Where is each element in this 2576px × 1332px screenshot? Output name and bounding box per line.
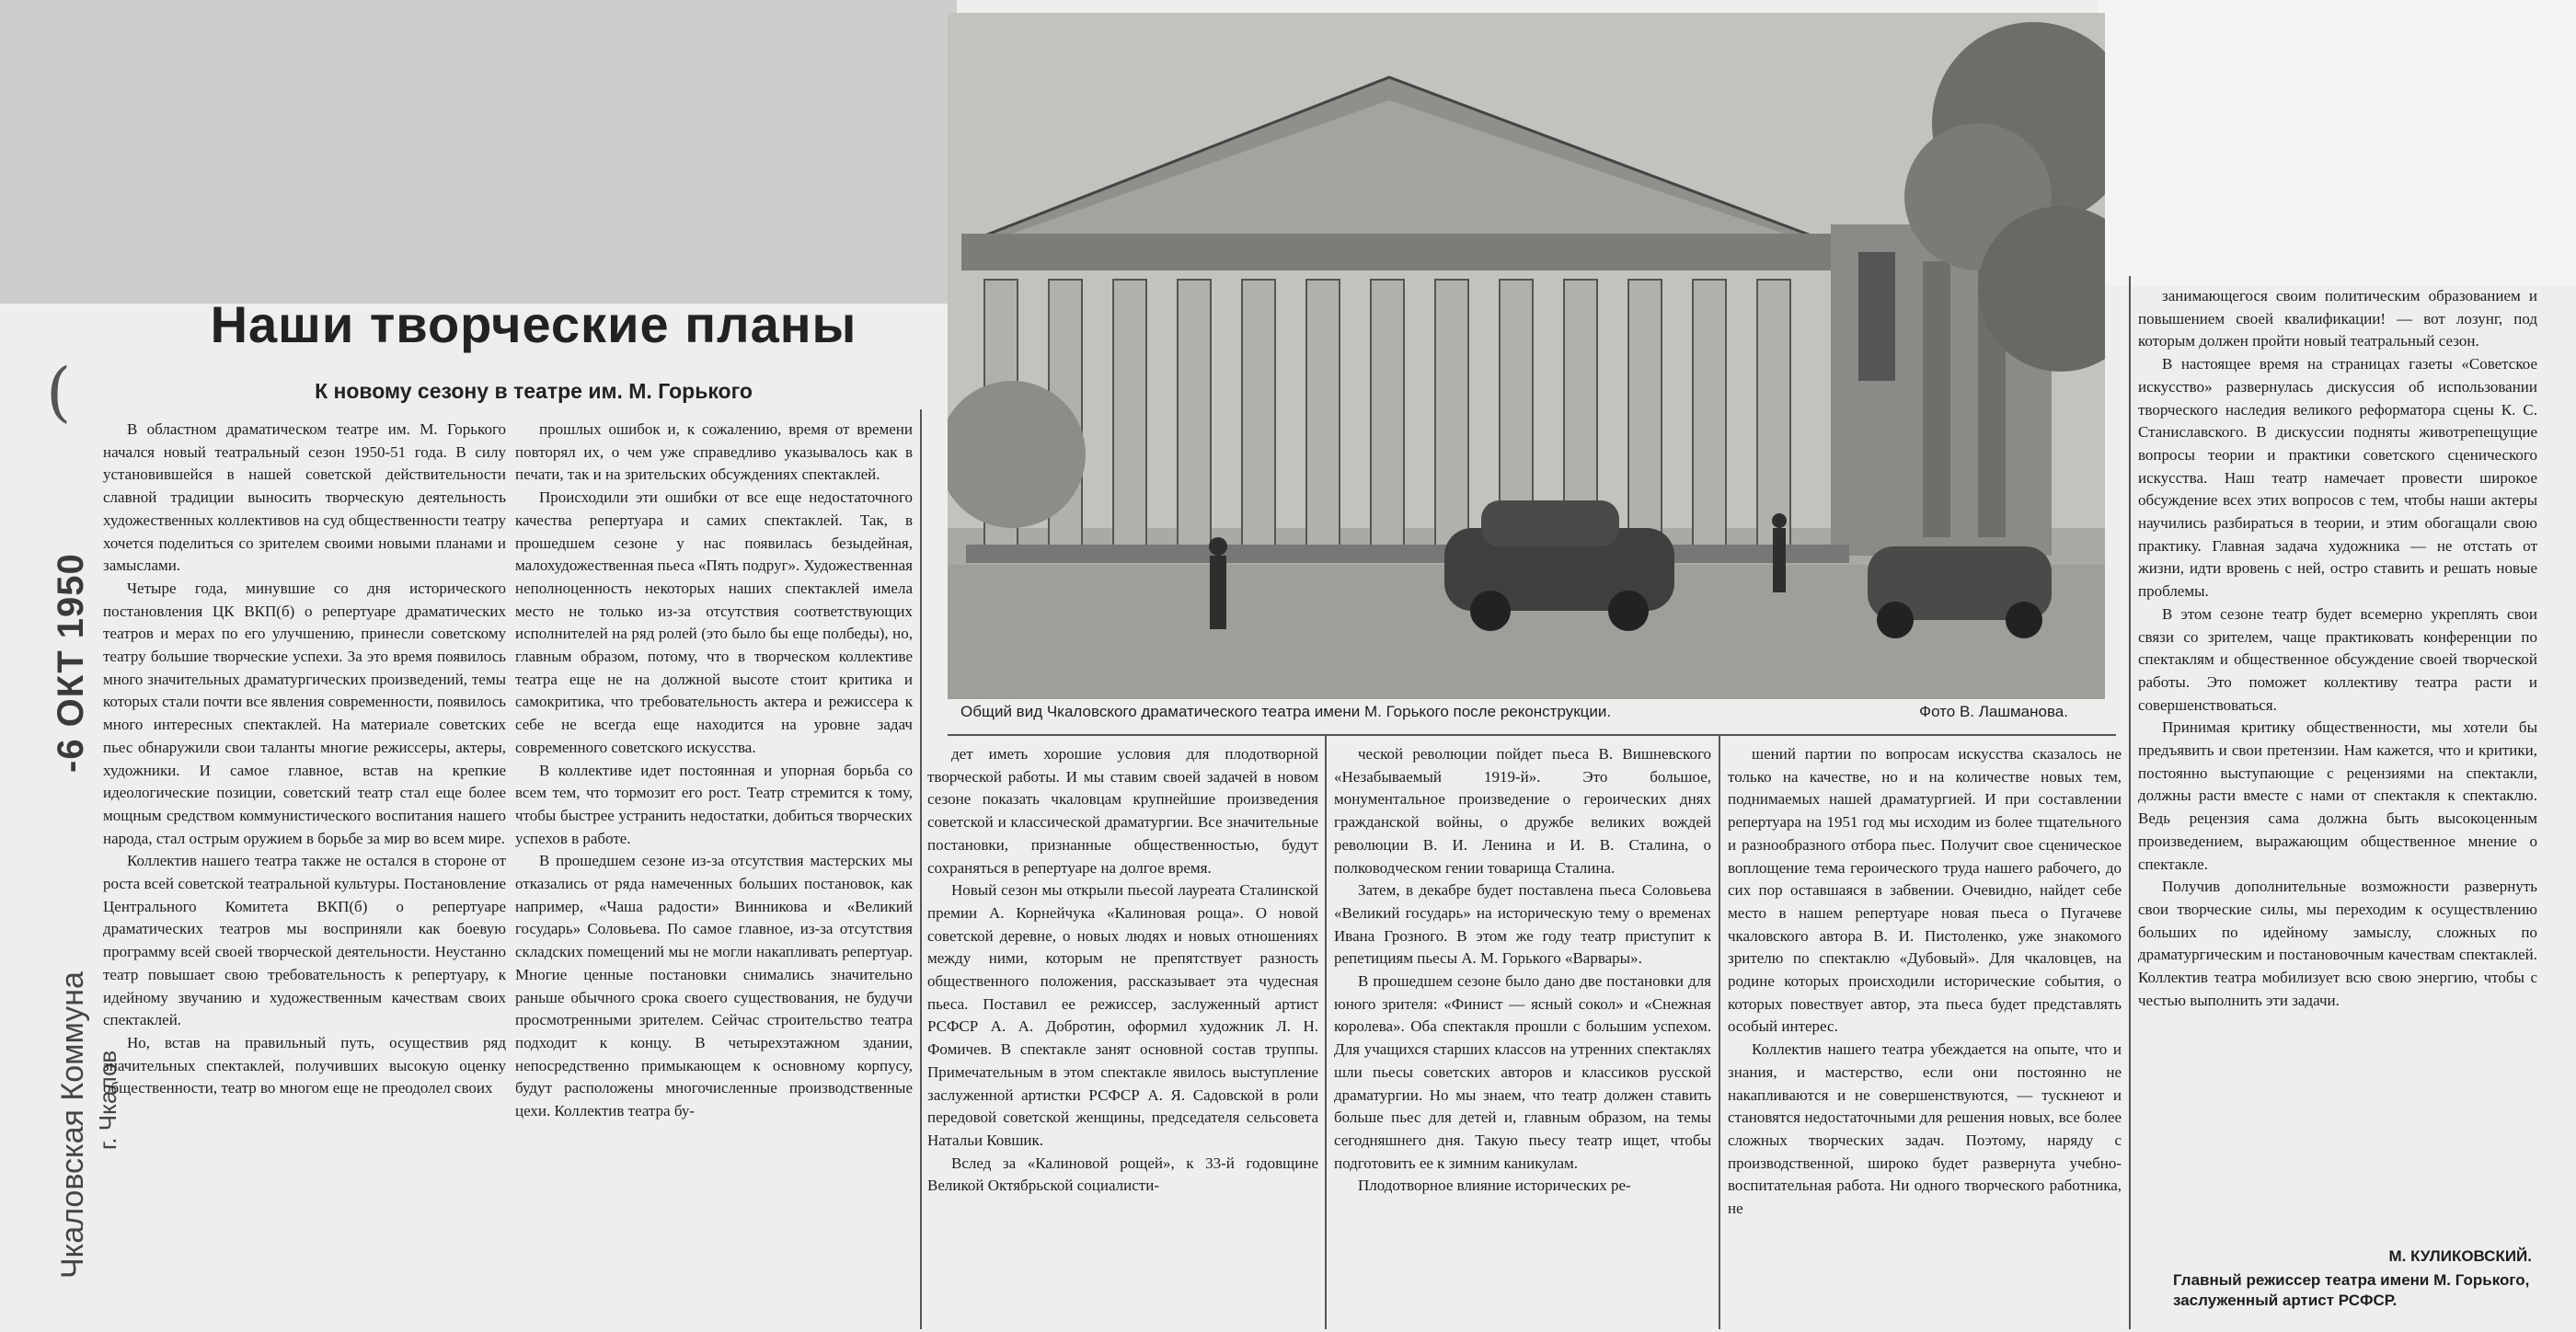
photo-caption-row — [948, 699, 2105, 727]
paragraph: Вслед за «Калиновой рощей», к 33-й годовщине Великой Октябрьской социалисти- — [927, 1154, 1318, 1195]
paragraph: Получив дополнительные возможности развернуть свои творческие силы, мы переходим к осуществлению больших по идейному замыслу, сложных по драматургическим и постановочным качествам спектаклей. Коллектив театра мобилизует всю свою энергию, чтобы с честью выполнить эти задачи. — [2138, 878, 2537, 1009]
paragraph: Четыре года, минувшие со дня исторического постановления ЦК ВКП(б) о репертуаре драматических театров и мерах по его улучшению, принесли советскому театру большие творческие успехи. За это время появилось много значительных драматургических произведений, темы которых стали почти все явления современности, появилось много интересных спектаклей. На материале советских пьес обнаружили свои таланты многие режиссеры, актеры, художники. И самое главное, встав на крепкие идеологические позиции, советский театр стал еще более мощным средством коммунистического воспитания нашего народа, стал острым оружием в борьбе за мир во всем мире. — [103, 579, 506, 847]
date-stamp — [51, 552, 106, 773]
photo-rule — [948, 734, 2116, 736]
author-name: М. КУЛИКОВСКИЙ. — [2388, 1247, 2532, 1265]
publication-name: Чкаловская Коммуна — [55, 971, 90, 1279]
paragraph: шений партии по вопросам искусства сказалось не только на качестве, но и на количестве новых тем, поднимаемых нашей драматургией. И при составлении репертуара на 1951 год мы исходим из более тщательного и разнообразного отбора пьес. Получит свое сценическое воплощение тема героического труда нашего рабочего, до сих пор оставшаяся в забвении. Очевидно, найдет себе место в нашем репертуаре новая пьеса о Пугачеве чкаловского автора В. И. Пистоленко, уже знакомого зрителю по спектаклю «Дубовый». Для чкаловцев, на родине которых происходили исторические события, о которых повествует автор, эта пьеса будет представлять особый интерес. — [1728, 745, 2122, 1036]
paragraph: Происходили эти ошибки от все еще недостаточного качества репертуара и самих спектаклей. Так, в прошедшем сезоне у нас появилась безыдейная, малохудожественная пьеса «Пять подруг». Художественная неполноценность некоторых наших спектаклей имела место не только из-за отсутствия соответствующих исполнителей на ряд ролей (это было бы еще полбеды), но, главным образом, потому, что в творческом коллективе театра еще не на должной высоте стоит критика и самокритика, что требовательность актера и режиссера к себе не всегда еще находится на уровне задач современного советского искусства. — [515, 488, 913, 756]
paragraph: ческой революции пойдет пьеса В. Вишневского «Незабываемый 1919-й». Это большое, монументальное произведение о героических днях гражданской войны, о дружбе великих вождей революции В. И. Ленина и И. В. Сталина, о полководческом гении товарища Сталина. — [1334, 745, 1711, 877]
article-column-1 — [103, 419, 506, 1325]
paragraph: В этом сезоне театр будет всемерно укреплять свои связи со зрителем, чаще практиковать конференции по спектаклям и общественное обсуждение своей творческой работы. Это поможет коллективу театра расти и совершенствоваться. — [2138, 604, 2537, 714]
paragraph: В прошедшем сезоне из-за отсутствия мастерских мы отказались от ряда намеченных больших постановок, как например, «Чаша радости» Винникова и «Великий государь» Соловьева. По самое главное, из-за отсутствия складских помещений мы не могли накапливать репертуар. Многие ценные постановки снимались значительно раньше обычного срока своего существования, не будучи просмотренными зрителем. Сейчас строительство театра подходит к концу. В четырехэтажном здании, непосредственно примыкающем к основному корпусу, будут расположены многочисленные производственные цехи. Коллектив театра бу- — [515, 852, 913, 1120]
headline: Наши творческие планы — [210, 295, 857, 353]
paragraph: В настоящее время на страницах газеты «Советское искусство» развернулась дискуссия об использовании творческого наследия великого реформатора сцены К. С. Станиславского. В дискуссии подняты животрепещущие вопросы теории и практики советского сценического искусства. Наш театр намечает провести широкое обсуждение всех этих вопросов с тем, чтобы наши актеры научились разбираться в теории, и этим обогащали свою практику. Главная задача художника — не отстать от жизни, идти вровень с ней, остро ставить и решать новые проблемы. — [2138, 355, 2537, 601]
publication-city: г. Чкалов — [94, 1050, 121, 1150]
author-signature — [2136, 1246, 2532, 1311]
article-column-3 — [927, 743, 1318, 1325]
article-column-4 — [1334, 743, 1711, 1325]
date-stamp-text: -6 ОКТ 1950 — [51, 553, 91, 773]
theatre-photo — [948, 13, 2105, 699]
author-role: Главный режиссер театра имени М. Горького, заслуженный артист РСФСР. — [2173, 1271, 2530, 1309]
column-rule — [920, 409, 922, 1329]
paragraph: В прошедшем сезоне было дано две постановки для юного зрителя: «Финист — ясный сокол» и «Снежная королева». Оба спектакля прошли с большим успехом. Для учащихся старших классов на утренних спектаклях шли пьесы советских авторов и классиков русской драматургии. Но мы знаем, что театр должен ставить больше пьес для детей и, главным образом, на темы сегодняшнего дня. Такую пьесу театр ищет, чтобы подготовить ее к зимним каникулам. — [1334, 972, 1711, 1172]
paragraph: прошлых ошибок и, к сожалению, время от времени повторял их, о чем уже справедливо указывалось как в печати, так и на зрительских обсуждениях спектаклей. — [515, 420, 913, 484]
scan-background-paper — [2098, 0, 2576, 285]
article-column-5 — [1728, 743, 2122, 1325]
paragraph: Плодотворное влияние исторических ре- — [1358, 1177, 1631, 1195]
paragraph: Принимая критику общественности, мы хотели бы предъявить и свои претензии. Нам кажется, что и критики, постоянно выступающие с рецензиями на спектакли, должны расти вместе с нами от спектакля к спектаклю. Ведь рецензия сама должна быть высокоценным произведением, выражающим общественное мнение о спектакле. — [2138, 718, 2537, 873]
article-column-2 — [515, 419, 913, 1325]
paragraph: занимающегося своим политическим образованием и повышением своей квалификации! — вот лозунг, под которым должен пройти новый театральный сезон. — [2138, 287, 2537, 350]
column-rule — [2129, 276, 2131, 1329]
article-column-6 — [2138, 285, 2537, 1242]
paragraph: Но, встав на правильный путь, осуществив ряд значительных спектаклей, получивших высокую оценку общественности, театр во многом еще не преодолел своих — [103, 1033, 506, 1097]
paragraph: В коллективе идет постоянная и упорная борьба со всем тем, что тормозит его рост. Театр стремится к тому, чтобы быстрее устранить недостатки, добиться творческих успехов в работе. — [515, 761, 913, 847]
column-rule — [1325, 736, 1327, 1329]
subheadline: К новому сезону в театре им. М. Горького — [315, 379, 753, 403]
paragraph: Затем, в декабре будет поставлена пьеса Соловьева «Великий государь» на историческую тему о временах Ивана Грозного. В этом же году театр приступит к репетициям пьесы А. М. Горького «Варвары». — [1334, 881, 1711, 968]
margin-mark: ( — [46, 354, 72, 430]
paragraph: дет иметь хорошие условия для плодотворной творческой работы. И мы ставим своей задачей в новом сезоне показать чкаловцам крупнейшие произведения советской и классической драматургии. Все значительные постановки, признанные общественностью, будут сохраняться в репертуаре на долгое время. — [927, 745, 1318, 877]
photo-credit: Фото В. Лашманова. — [1919, 703, 2068, 720]
paragraph: Коллектив нашего театра также не остался в стороне от роста всей советской театральной культуры. Постановление Центрального Комитета ВКП(б) о репертуаре драматических театров мы восприняли как боевую программу всей своей творческой деятельности. Неустанно театр повышает свою требовательность к репертуару, к идейному звучанию и художественным качествам своих спектаклей. — [103, 852, 506, 1029]
paragraph: В областном драматическом театре им. М. Горького начался новый театральный сезон 1950-51 года. В силу установившейся в нашей советской действительности славной традиции выносить творческую деятельность художественных коллективов на суд общественности театру хочется поделиться со зрителем своими новыми планами и замыслами. — [103, 420, 506, 575]
paragraph: Новый сезон мы открыли пьесой лауреата Сталинской премии А. Корнейчука «Калиновая роща». О новой советской деревне, о новых людях и новых отношениях между ними, которым не препятствует разность общественного положения, рассказывает эта чудесная пьеса. Поставил ее режиссер, заслуженный артист РСФСР А. А. Добротин, оформил художник Л. Н. Фомичев. В спектакле занят основной состав труппы. Примечательным в этом спектакле явилось выступление заслуженной артистки РСФСР А. Я. Садовской в роли передовой советской женщины, председателя сельсовета Натальи Ковшик. — [927, 881, 1318, 1149]
column-rule — [1719, 736, 1720, 1329]
photo-caption: Общий вид Чкаловского драматического театра имени М. Горького после реконструкции. — [960, 703, 1612, 720]
scan-background-band — [0, 0, 957, 304]
paragraph: Коллектив нашего театра убеждается на опыте, что и знания, и мастерство, если они постоянно не накапливаются и не совершенствуются, — тускнеют и становятся недостаточными для решения новых, все более сложных творческих задач. Поэтому, наряду с производственной, широко будет развернута учебно-воспитательная работа. Ни одного творческого работника, не — [1728, 1040, 2122, 1218]
